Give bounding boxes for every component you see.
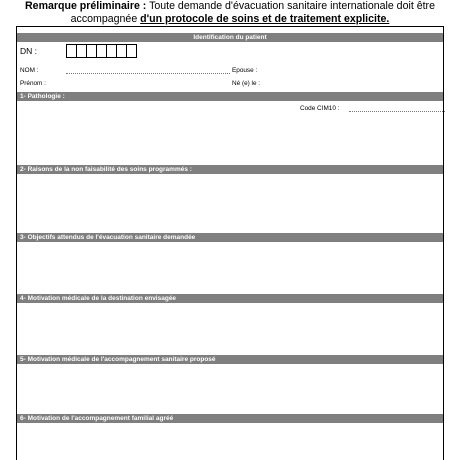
dn-input-boxes[interactable]	[66, 44, 136, 58]
section-6-header: 6- Motivation de l'accompagnement familial agréé	[17, 414, 443, 423]
patient-identification-header: Identification du patient	[17, 33, 443, 42]
preliminary-notice	[16, 0, 444, 25]
prenom-label: Prénom :	[20, 80, 46, 87]
dn-digit-box[interactable]	[126, 44, 137, 58]
ne-le-label: Né (e) le :	[232, 80, 261, 87]
notice-underlined: d'un protocole de soins et de traitement explicite.	[140, 12, 390, 25]
dn-label: DN :	[20, 46, 37, 56]
notice-text: Toute demande d'évacuation sanitaire internationale doit être accompagnée	[70, 0, 435, 25]
section-2-header: 2- Raisons de la non faisabilité des soins programmés :	[17, 165, 443, 174]
form-frame	[16, 26, 444, 460]
epouse-label: Epouse :	[232, 67, 258, 74]
section-3-header: 3- Objectifs attendus de l'évacuation sanitaire demandée	[17, 233, 443, 242]
nom-field[interactable]	[66, 73, 230, 74]
notice-bold-prefix: Remarque préliminaire :	[25, 0, 147, 12]
section-5-header: 5- Motivation médicale de l'accompagnement sanitaire proposé	[17, 355, 443, 364]
code-cim10-field[interactable]	[349, 111, 445, 112]
section-1-header: 1- Pathologie :	[17, 92, 443, 101]
code-cim10-label: Code CIM10 :	[300, 105, 340, 112]
nom-label: NOM :	[20, 67, 39, 74]
section-4-header: 4- Motivation médicale de la destination envisagée	[17, 294, 443, 303]
